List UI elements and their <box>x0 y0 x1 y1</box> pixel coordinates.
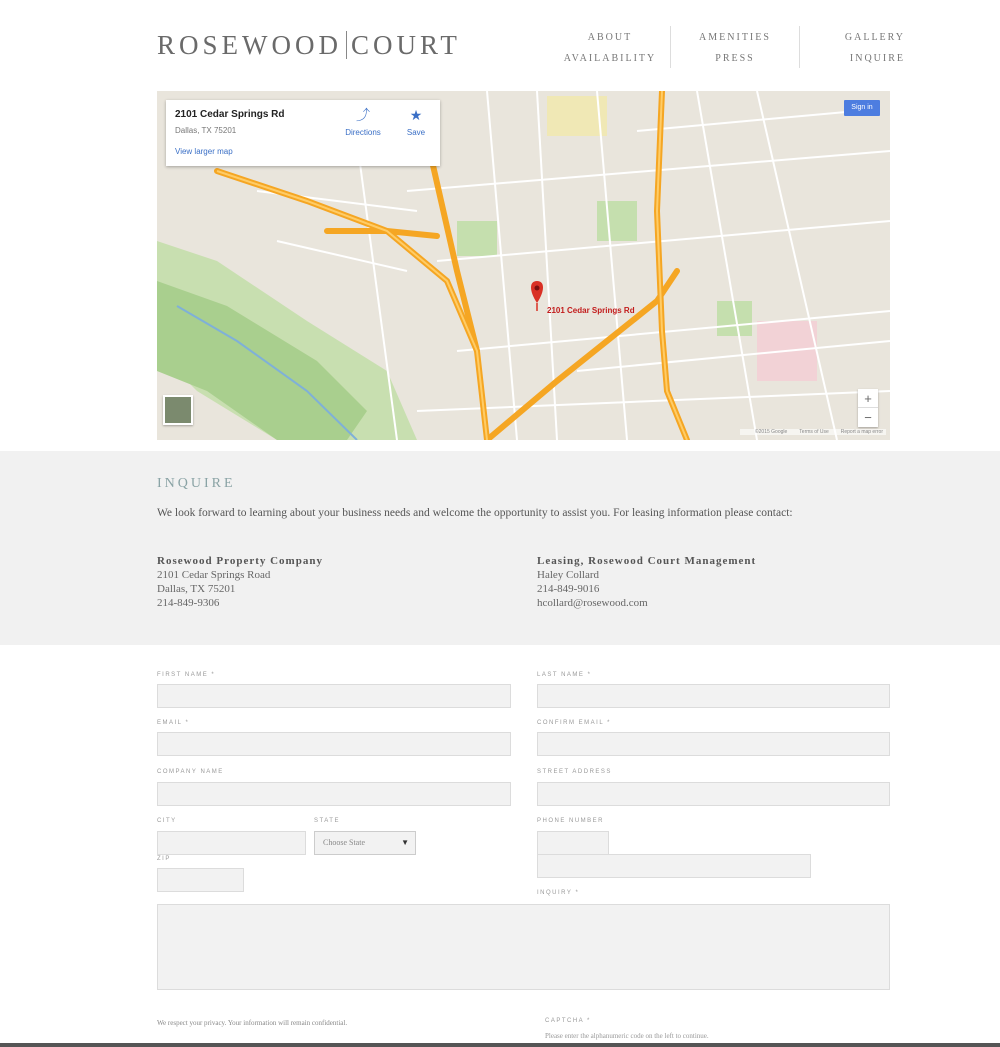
directions-label: Directions <box>345 128 381 137</box>
logo[interactable] <box>157 30 461 61</box>
contact-company-name: Rosewood Property Company <box>157 555 323 567</box>
street-address-input[interactable] <box>537 782 890 806</box>
contact-phone: 214-849-9306 <box>157 597 220 609</box>
logo-word-right: COURT <box>351 30 461 60</box>
contact-line: 2101 Cedar Springs Road <box>157 569 271 581</box>
map-info-card <box>166 100 440 166</box>
first-name-input[interactable] <box>157 684 511 708</box>
inquire-section <box>0 451 1000 645</box>
location-map[interactable] <box>157 91 890 440</box>
nav-divider <box>799 26 800 68</box>
nav-amenities[interactable]: AMENITIES <box>699 32 771 43</box>
map-attribution <box>740 429 886 435</box>
save-button[interactable] <box>398 108 434 137</box>
inquire-intro: We look forward to learning about your business needs and welcome the opportunity to assist you. For leasing information please contact: <box>157 507 793 519</box>
city-input[interactable] <box>157 831 306 855</box>
contact-leasing-title: Leasing, Rosewood Court Management <box>537 555 757 567</box>
nav-inquire[interactable]: INQUIRE <box>849 53 905 64</box>
map-pin-label: 2101 Cedar Springs Rd <box>547 306 635 315</box>
company-name-label: COMPANY NAME <box>157 769 224 775</box>
state-select[interactable] <box>314 831 416 855</box>
inquire-heading: INQUIRE <box>157 476 236 491</box>
confirm-email-label: CONFIRM EMAIL * <box>537 720 611 726</box>
nav-about[interactable]: ABOUT <box>587 32 633 43</box>
contact-email-link[interactable]: hcollard@rosewood.com <box>537 597 648 609</box>
page-bottom-border <box>0 1043 1000 1047</box>
contact-block-company <box>157 554 323 610</box>
nav-press[interactable]: PRESS <box>715 53 755 64</box>
park-block <box>597 201 637 241</box>
map-report-link[interactable]: Report a map error <box>840 429 883 435</box>
email-input[interactable] <box>157 732 511 756</box>
map-copyright: ©2015 Google <box>754 429 788 435</box>
satellite-toggle[interactable] <box>163 395 193 425</box>
captcha-instructions: Please enter the alphanumeric code on the left to continue. <box>545 1032 709 1040</box>
last-name-label: LAST NAME * <box>537 672 592 678</box>
star-icon: ★ <box>409 107 423 123</box>
map-sign-in-button[interactable]: Sign in <box>844 100 880 116</box>
nav-availability[interactable]: AVAILABILITY <box>563 53 657 64</box>
map-terms-link[interactable]: Terms of Use <box>799 429 829 435</box>
company-name-input[interactable] <box>157 782 511 806</box>
save-label: Save <box>406 128 426 137</box>
captcha-label: CAPTCHA * <box>545 1018 591 1024</box>
directions-button[interactable] <box>338 108 388 137</box>
inquiry-textarea[interactable] <box>157 904 890 990</box>
street-address-label: STREET ADDRESS <box>537 769 612 775</box>
nav-column-3 <box>815 27 905 69</box>
nav-gallery[interactable]: GALLERY <box>844 32 905 43</box>
phone-number-input[interactable] <box>537 854 811 878</box>
contact-phone: 214-849-9016 <box>537 583 600 595</box>
view-larger-map-link[interactable]: View larger map <box>175 147 233 156</box>
phone-area-code-input[interactable] <box>537 831 609 855</box>
contact-block-leasing <box>537 554 756 610</box>
state-label: STATE <box>314 818 340 824</box>
inquiry-label: INQUIRY * <box>537 890 580 896</box>
contact-line: Dallas, TX 75201 <box>157 583 236 595</box>
zoom-in-button[interactable]: + <box>858 389 878 408</box>
zip-label: ZIP <box>157 856 171 862</box>
info-card-address: 2101 Cedar Springs Rd <box>175 109 285 120</box>
email-label: EMAIL * <box>157 720 190 726</box>
confirm-email-input[interactable] <box>537 732 890 756</box>
state-select-value: Choose State <box>323 838 365 847</box>
logo-word-left: ROSEWOOD <box>157 30 342 60</box>
map-zoom-control <box>858 389 878 427</box>
nav-divider <box>670 26 671 68</box>
logo-separator <box>346 31 347 59</box>
first-name-label: FIRST NAME * <box>157 672 216 678</box>
phone-number-label: PHONE NUMBER <box>537 818 605 824</box>
last-name-input[interactable] <box>537 684 890 708</box>
park-block <box>457 221 497 256</box>
site-header <box>0 0 1000 90</box>
city-label: CITY <box>157 818 177 824</box>
zoom-out-button[interactable]: − <box>864 410 872 425</box>
nav-column-1 <box>560 27 660 69</box>
info-card-city: Dallas, TX 75201 <box>175 126 237 135</box>
contact-line: Haley Collard <box>537 569 600 581</box>
privacy-note: We respect your privacy. Your information will remain confidential. <box>157 1019 348 1027</box>
nav-column-2 <box>685 27 785 69</box>
directions-icon: ⤴ <box>356 107 370 123</box>
zip-input[interactable] <box>157 868 244 892</box>
dropdown-arrow-icon: ▼ <box>401 838 409 847</box>
map-pin[interactable] <box>531 281 543 311</box>
